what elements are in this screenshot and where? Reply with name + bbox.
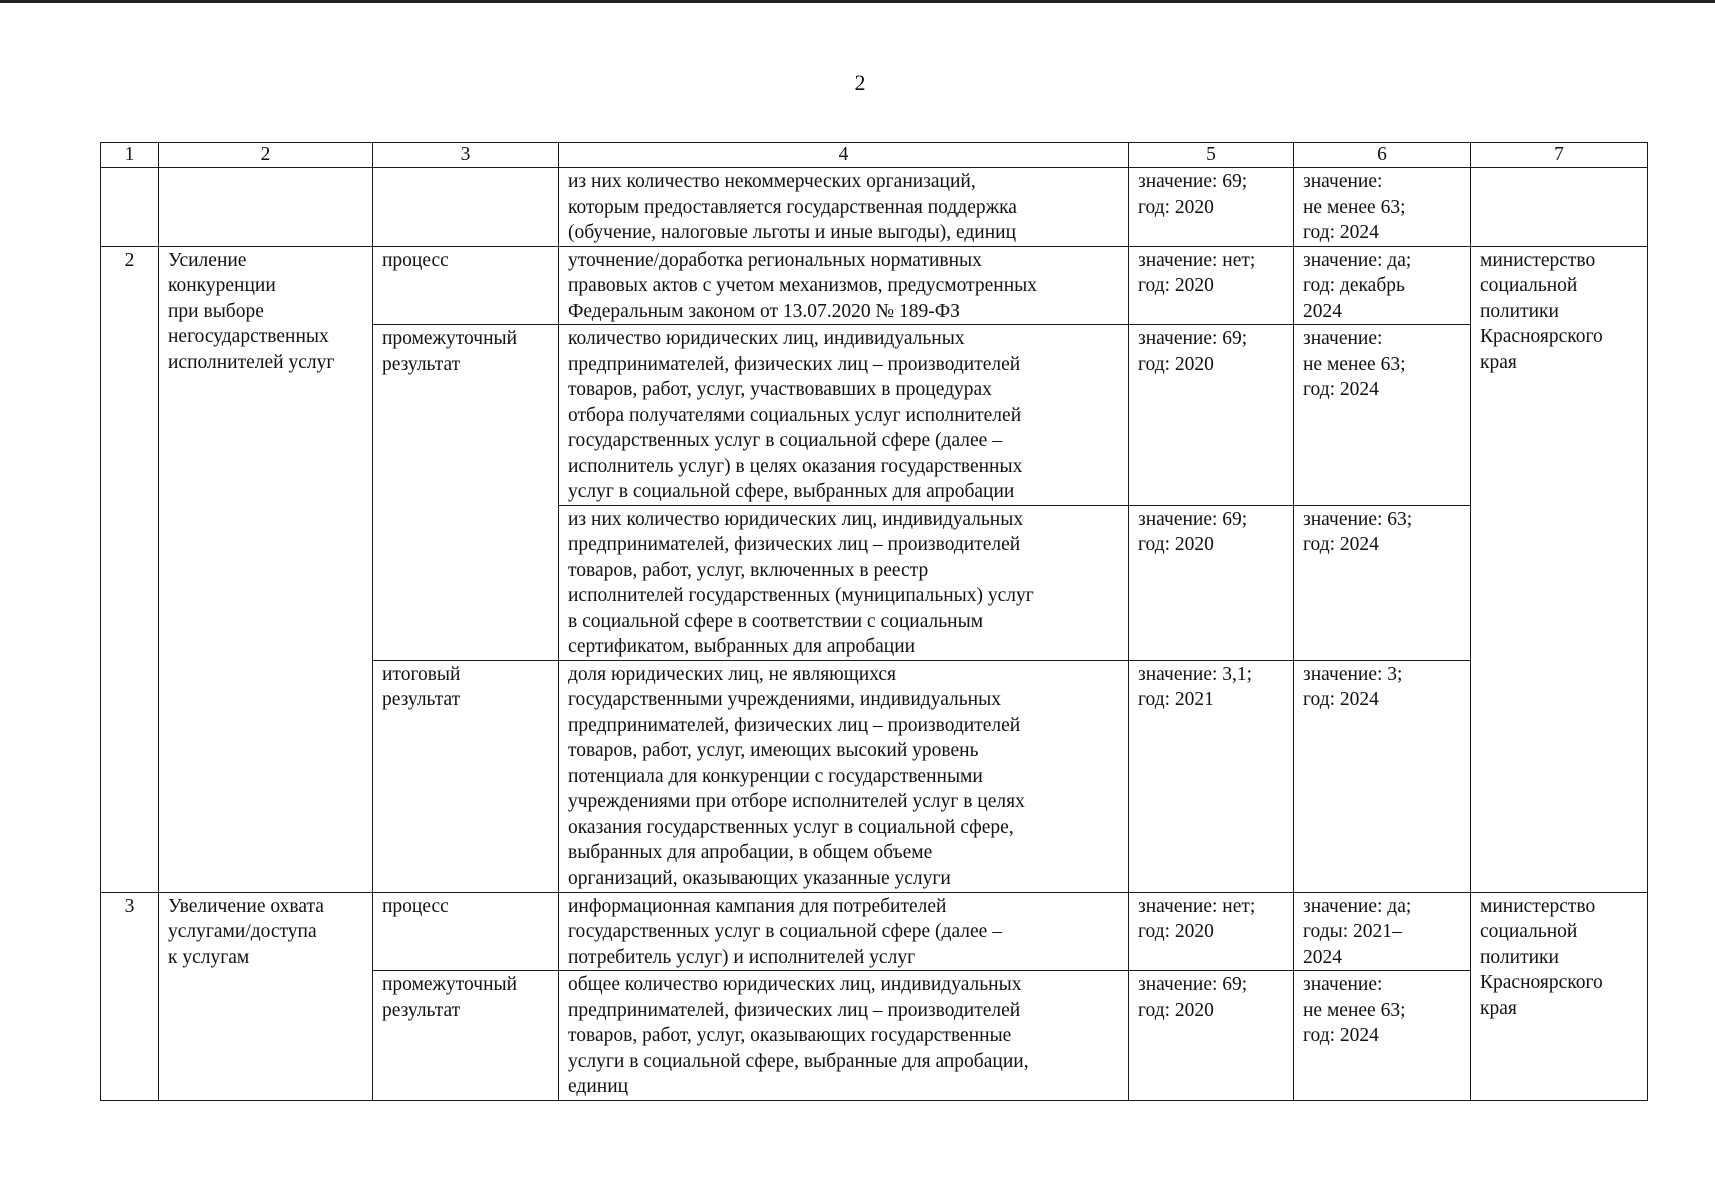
text-line: министерство bbox=[1480, 895, 1596, 917]
target-value bbox=[1294, 971, 1471, 1101]
row-number: 3 bbox=[101, 892, 159, 1100]
text-line: год: 2024 bbox=[1303, 689, 1379, 710]
text-line: при выборе bbox=[168, 300, 264, 322]
text-line: уточнение/доработка региональных нормативных bbox=[568, 249, 982, 271]
text-line: год: 2020 bbox=[1138, 275, 1214, 296]
text-line: министерство bbox=[1480, 249, 1596, 271]
text-line: услугами/доступа bbox=[168, 921, 317, 942]
text-line: значение: 3; bbox=[1303, 663, 1403, 685]
target-value bbox=[1294, 660, 1471, 892]
text-line: значение: 3,1; bbox=[1138, 663, 1253, 685]
text-line: промежуточный bbox=[382, 974, 518, 995]
text-line: социальной bbox=[1480, 275, 1578, 296]
header-cell: 3 bbox=[373, 143, 559, 168]
text-line: значение: нет; bbox=[1138, 895, 1256, 917]
text-line: результат bbox=[382, 999, 461, 1021]
text-line: значение: 69; bbox=[1138, 508, 1248, 530]
text-line: социальной bbox=[1480, 921, 1578, 942]
text-line: год: 2021 bbox=[1138, 689, 1214, 710]
text-line: товаров, работ, услуг, имеющих высокий уровень bbox=[568, 740, 979, 761]
indicator-type bbox=[373, 660, 559, 892]
header-cell: 7 bbox=[1471, 143, 1648, 168]
text-line: результат bbox=[382, 353, 461, 375]
text-line: потенциала для конкуренции с государственными bbox=[568, 765, 983, 787]
text-line: в социальной сфере в соответствии с социальным bbox=[568, 610, 984, 632]
target-value bbox=[1294, 246, 1471, 325]
text-line: товаров, работ, услуг, участвовавших в процедурах bbox=[568, 379, 992, 400]
text-line: промежуточный bbox=[382, 328, 518, 349]
text-line: исполнителей государственных (муниципальных) услуг bbox=[568, 585, 1034, 606]
text-line: Усиление bbox=[168, 249, 247, 271]
text-line: год: 2024 bbox=[1303, 534, 1379, 555]
header-cell: 6 bbox=[1294, 143, 1471, 168]
table-row bbox=[101, 246, 1648, 325]
indicator-description bbox=[559, 660, 1129, 892]
text-line: итоговый bbox=[382, 663, 461, 685]
text-line: 2024 bbox=[1303, 300, 1342, 322]
indicator-type bbox=[373, 325, 559, 661]
text-line: учреждениями при отборе исполнителей услуг в целях bbox=[568, 791, 1025, 812]
text-line: организаций, оказывающих указанные услуги bbox=[568, 867, 951, 889]
text-line: правовых актов с учетом механизмов, предусмотренных bbox=[568, 275, 1038, 296]
text-line: выбранных для апробации, в общем объеме bbox=[568, 842, 933, 863]
text-line: Федеральным законом от 13.07.2020 № 189-ФЗ bbox=[568, 300, 960, 322]
base-value bbox=[1129, 505, 1294, 660]
text-line: количество юридических лиц, индивидуальных bbox=[568, 328, 965, 349]
text-line: процесс bbox=[382, 895, 449, 917]
text-line: значение: да; bbox=[1303, 249, 1412, 271]
text-line: значение: да; bbox=[1303, 895, 1412, 917]
indicator-description bbox=[559, 505, 1129, 660]
text-line: исполнитель услуг) в целях оказания государственных bbox=[568, 455, 1023, 477]
text-line: значение: bbox=[1303, 328, 1383, 349]
row-number: 2 bbox=[101, 246, 159, 892]
indicator-description bbox=[559, 168, 1129, 247]
indicator-description bbox=[559, 971, 1129, 1101]
text-line: предпринимателей, физических лиц – производителей bbox=[568, 534, 1021, 555]
text-line: негосударственных bbox=[168, 326, 329, 347]
text-line: значение: bbox=[1303, 974, 1383, 995]
text-line: значение: 69; bbox=[1138, 974, 1248, 995]
text-line: политики bbox=[1480, 946, 1559, 968]
base-value bbox=[1129, 246, 1294, 325]
text-line: из них количество некоммерческих организаций, bbox=[568, 171, 976, 192]
text-line: не менее 63; bbox=[1303, 353, 1406, 375]
text-line: единиц bbox=[568, 1076, 629, 1097]
text-line: не менее 63; bbox=[1303, 999, 1406, 1021]
text-line: предпринимателей, физических лиц – производителей bbox=[568, 999, 1021, 1021]
text-line: товаров, работ, услуг, включенных в реестр bbox=[568, 559, 929, 581]
text-line: края bbox=[1480, 997, 1517, 1019]
page-number: 2 bbox=[854, 70, 866, 95]
text-line: доля юридических лиц, не являющихся bbox=[568, 663, 897, 685]
base-value bbox=[1129, 892, 1294, 971]
text-line: услуги в социальной сфере, выбранные для апробации, bbox=[568, 1050, 1029, 1072]
table-header-row bbox=[101, 143, 1648, 168]
text-line: информационная кампания для потребителей bbox=[568, 895, 947, 917]
text-line: год: 2024 bbox=[1303, 379, 1379, 400]
text-line: процесс bbox=[382, 249, 449, 271]
text-line: год: 2020 bbox=[1138, 999, 1214, 1021]
text-line: значение: 63; bbox=[1303, 508, 1413, 530]
header-cell: 2 bbox=[159, 143, 373, 168]
text-line: которым предоставляется государственная поддержка bbox=[568, 196, 1017, 218]
text-line: Красноярского bbox=[1480, 972, 1603, 993]
text-line: конкуренции bbox=[168, 275, 276, 296]
base-value bbox=[1129, 971, 1294, 1101]
text-line: отбора получателями социальных услуг исполнителей bbox=[568, 404, 1022, 426]
text-line: значение: bbox=[1303, 171, 1383, 192]
text-line: Увеличение охвата bbox=[168, 895, 324, 917]
task-name bbox=[159, 246, 373, 892]
target-value bbox=[1294, 505, 1471, 660]
task-cell bbox=[159, 168, 373, 247]
header-cell: 4 bbox=[559, 143, 1129, 168]
executor-cell bbox=[1471, 168, 1648, 247]
text-line: предпринимателей, физических лиц – производителей bbox=[568, 714, 1021, 736]
text-line: оказания государственных услуг в социальной сфере, bbox=[568, 816, 1014, 838]
row-number-cell bbox=[101, 168, 159, 247]
indicator-description bbox=[559, 892, 1129, 971]
text-line: год: 2020 bbox=[1138, 921, 1214, 942]
text-line: услуг в социальной сфере, выбранных для апробации bbox=[568, 481, 1015, 502]
text-line: год: 2024 bbox=[1303, 222, 1379, 243]
text-line: годы: 2021– bbox=[1303, 921, 1402, 942]
text-line: результат bbox=[382, 689, 461, 710]
text-line: из них количество юридических лиц, индивидуальных bbox=[568, 508, 1024, 530]
text-line: товаров, работ, услуг, оказывающих государственные bbox=[568, 1025, 1012, 1046]
target-value bbox=[1294, 168, 1471, 247]
target-value bbox=[1294, 892, 1471, 971]
base-value bbox=[1129, 325, 1294, 506]
text-line: исполнителей услуг bbox=[168, 351, 335, 373]
text-line: общее количество юридических лиц, индивидуальных bbox=[568, 974, 1022, 995]
indicator-type-cell bbox=[373, 168, 559, 247]
indicator-type bbox=[373, 971, 559, 1101]
text-line: год: 2020 bbox=[1138, 534, 1214, 555]
indicator-type bbox=[373, 892, 559, 971]
header-cell: 1 bbox=[101, 143, 159, 168]
indicator-type bbox=[373, 246, 559, 325]
text-line: к услугам bbox=[168, 946, 250, 968]
text-line: потребитель услуг) и исполнителей услуг bbox=[568, 946, 916, 968]
text-line: значение: нет; bbox=[1138, 249, 1256, 271]
text-line: края bbox=[1480, 351, 1517, 373]
text-line: год: 2020 bbox=[1138, 196, 1214, 218]
text-line: не менее 63; bbox=[1303, 196, 1406, 218]
text-line: сертификатом, выбранных для апробации bbox=[568, 636, 916, 657]
executor bbox=[1471, 892, 1648, 1100]
text-line: 2024 bbox=[1303, 946, 1342, 968]
table-row bbox=[101, 168, 1648, 247]
text-line: Красноярского bbox=[1480, 326, 1603, 347]
text-line: значение: 69; bbox=[1138, 328, 1248, 349]
text-line: значение: 69; bbox=[1138, 171, 1248, 192]
indicators-table bbox=[100, 142, 1648, 1101]
executor bbox=[1471, 246, 1648, 892]
text-line: год: 2020 bbox=[1138, 353, 1214, 375]
text-line: государственных услуг в социальной сфере (далее – bbox=[568, 430, 1002, 451]
table-row bbox=[101, 892, 1648, 971]
text-line: (обучение, налоговые льготы и иные выгоды), единиц bbox=[568, 222, 1017, 243]
base-value bbox=[1129, 168, 1294, 247]
text-line: год: декабрь bbox=[1303, 275, 1405, 296]
text-line: государственных услуг в социальной сфере (далее – bbox=[568, 921, 1002, 942]
text-line: политики bbox=[1480, 300, 1559, 322]
base-value bbox=[1129, 660, 1294, 892]
header-cell: 5 bbox=[1129, 143, 1294, 168]
scan-top-border bbox=[0, 0, 1715, 3]
indicator-description bbox=[559, 246, 1129, 325]
text-line: год: 2024 bbox=[1303, 1025, 1379, 1046]
target-value bbox=[1294, 325, 1471, 506]
text-line: предпринимателей, физических лиц – производителей bbox=[568, 353, 1021, 375]
indicator-description bbox=[559, 325, 1129, 506]
text-line: государственными учреждениями, индивидуальных bbox=[568, 689, 1001, 710]
task-name bbox=[159, 892, 373, 1100]
